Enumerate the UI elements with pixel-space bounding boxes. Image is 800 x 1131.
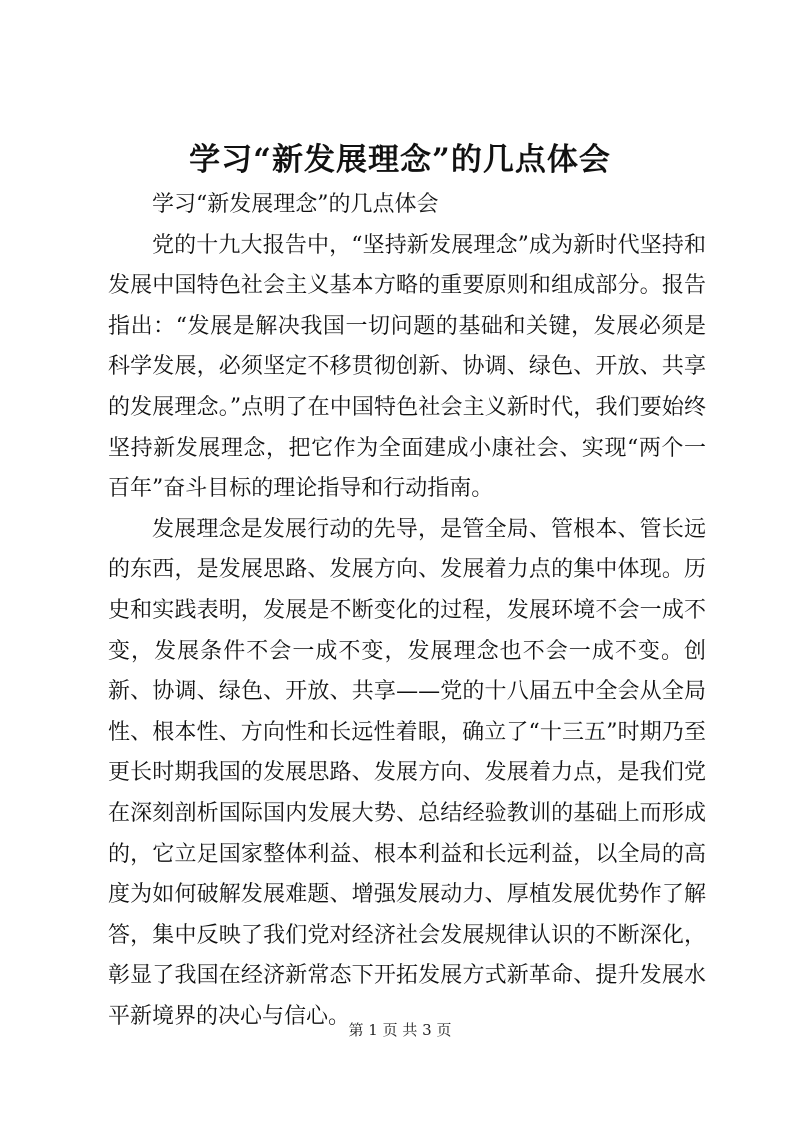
paragraph-1: 党的十九大报告中，“坚持新发展理念”成为新时代坚持和发展中国特色社会主义基本方略的重要原则和组成部分。报告指出：“发展是解决我国一切问题的基础和关键，发展必须是科学发展，必须坚定不移贯彻创新、协调、绿色、开放、共享的发展理念。”点明了在中国特色社会主义新时代，我们要始终坚持新发展理念，把它作为全面建成小康社会、实现“两个一百年”奋斗目标的理论指导和行动指南。 (108, 232, 706, 502)
page-footer: 第 1 页 共 3 页 (348, 1021, 452, 1039)
document-subtitle: 学习“新发展理念”的几点体会 (152, 192, 439, 217)
document-title: 学习“新发展理念”的几点体会 (189, 142, 611, 178)
paragraph-2: 发展理念是发展行动的先导，是管全局、管根本、管长远的东西，是发展思路、发展方向、发展着力点的集中体现。历史和实践表明，发展是不断变化的过程，发展环境不会一成不变，发展条件不会一成不变，发展理念也不会一成不变。创新、协调、绿色、开放、共享——党的十八届五中全会从全局性、根本性、方向性和长远性着眼，确立了“十三五”时期乃至更长时期我国的发展思路、发展方向、发展着力点，是我们党在深刻剖析国际国内发展大势、总结经验教训的基础上而形成的，它立足国家整体利益、根本利益和长远利益，以全局的高度为如何破解发展难题、增强发展动力、厚植发展优势作了解答，集中反映了我们党对经济社会发展规律认识的不断深化，彰显了我国在经济新常态下开拓发展方式新革命、提升发展水平新境界的决心与信心。 (108, 516, 706, 1029)
document-body (108, 185, 706, 1037)
